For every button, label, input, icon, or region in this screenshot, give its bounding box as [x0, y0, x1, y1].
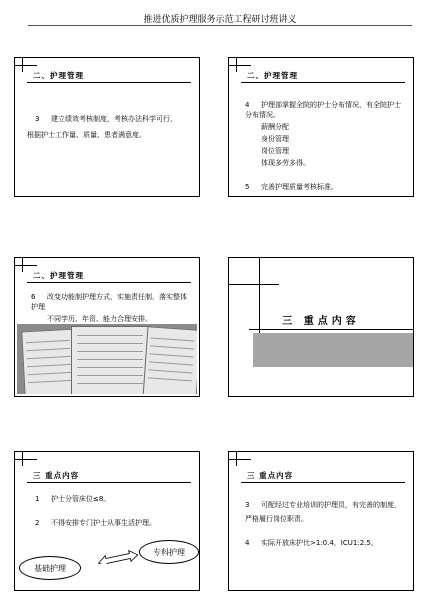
slide-title: 二、护理管理: [33, 271, 84, 280]
header-divider: [28, 25, 412, 26]
list-item: 4 护理部掌握全院的护士分布情况，有全院护士分布情况。: [245, 101, 401, 119]
corner-mark: [15, 265, 37, 266]
slide-title: 三 重点内容: [282, 316, 360, 327]
list-item: 1 护士分管床位≤8。: [35, 495, 111, 503]
slide-title: 二、护理管理: [247, 71, 298, 80]
decorative-bar: [253, 333, 413, 367]
list-item: 薪酬分配: [261, 123, 289, 131]
slide-3: [14, 257, 200, 397]
header-title: 推进优质护理服务示范工程研讨班讲义: [143, 15, 297, 25]
title-divider: [27, 482, 191, 483]
corner-mark: [229, 459, 251, 460]
oval-basic-care: 基础护理: [19, 556, 81, 580]
corner-mark: [229, 65, 251, 66]
list-item: 根据护士工作量、质量、患者满意度。: [27, 131, 146, 139]
list-item: 3 建立绩效考核制度，考核办法科学可行，: [35, 115, 177, 123]
list-item: 岗位管理: [261, 147, 289, 155]
list-item: 4 实际开放床护比>1:0.4，ICU1:2.5。: [245, 539, 378, 547]
list-item: 2 不得安排专门护士从事生活护理。: [35, 519, 156, 527]
list-item: 身份管理: [261, 135, 289, 143]
list-item: 6 改变功能制护理方式，实施责任制，落实整体护理: [31, 293, 187, 311]
corner-mark: [15, 459, 37, 460]
oval-specialty-care: 专科护理: [139, 540, 199, 564]
list-item: 不同学历、年资、能力合理安排。: [47, 315, 152, 323]
slide-4: [228, 257, 414, 397]
list-item: 3 可配经过专业培训的护理员，有完善的制度，严格履行岗位职责。: [245, 501, 401, 523]
corner-mark: [15, 65, 37, 66]
slide-5: [14, 451, 200, 591]
corner-mark: [229, 284, 279, 285]
title-divider: [249, 329, 413, 330]
list-item: 5 完善护理质量考核标准。: [245, 183, 338, 191]
slide-2: [228, 57, 414, 197]
slide-title: 二、护理管理: [33, 71, 84, 80]
slide-6: [228, 451, 414, 591]
double-arrow-icon: [97, 550, 139, 564]
title-divider: [241, 482, 405, 483]
slide-title: 三 重点内容: [247, 471, 294, 480]
title-divider: [241, 82, 405, 83]
list-item: 体现多劳多得。: [261, 159, 310, 167]
title-divider: [27, 82, 191, 83]
slide-1: [14, 57, 200, 197]
slide-title: 三 重点内容: [33, 471, 80, 480]
document-photo: [17, 324, 197, 394]
title-divider: [27, 282, 191, 283]
